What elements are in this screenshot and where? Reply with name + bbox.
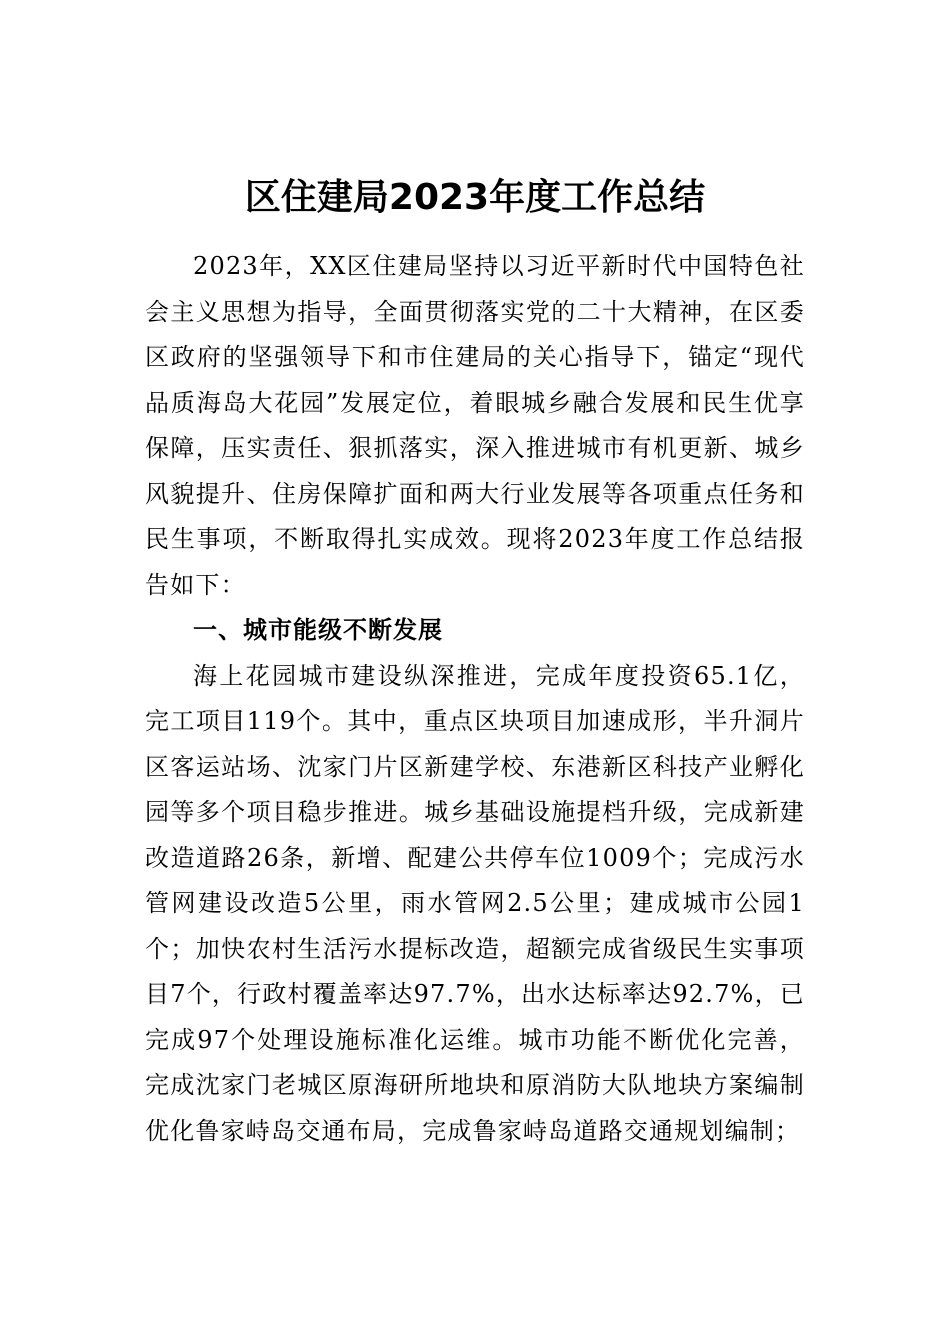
document-body bbox=[145, 244, 805, 1154]
section-paragraph: 海上花园城市建设纵深推进，完成年度投资65.1亿，完工项目119个。其中，重点区块项目加速成形，半升洞片区客运站场、沈家门片区新建学校、东港新区科技产业孵化园等多个项目稳步推进。城乡基础设施提档升级，完成新建改造道路26条，新增、配建公共停车位1009个；完成污水管网建设改造5公里，雨水管网2.5公里；建成城市公园1个；加快农村生活污水提标改造，超额完成省级民生实事项目7个，行政村覆盖率达97.7%，出水达标率达92.7%，已完成97个处理设施标准化运维。城市功能不断优化完善，完成沈家门老城区原海研所地块和原消防大队地块方案编制优化鲁家峙岛交通布局，完成鲁家峙岛道路交通规划编制； bbox=[145, 661, 805, 1145]
document-title: 区住建局2023年度工作总结 bbox=[244, 177, 706, 218]
section-heading: 一、城市能级不断发展 bbox=[193, 616, 443, 644]
intro-paragraph: 2023年，XX区住建局坚持以习近平新时代中国特色社会主义思想为指导，全面贯彻落实党的二十大精神，在区委区政府的坚强领导下和市住建局的关心指导下，锚定“现代品质海岛大花园”发展定位，着眼城乡融合发展和民生优享保障，压实责任、狠抓落实，深入推进城市有机更新、城乡风貌提升、住房保障扩面和两大行业发展等各项重点任务和民生事项，不断取得扎实成效。现将2023年度工作总结报告如下： bbox=[145, 252, 805, 599]
